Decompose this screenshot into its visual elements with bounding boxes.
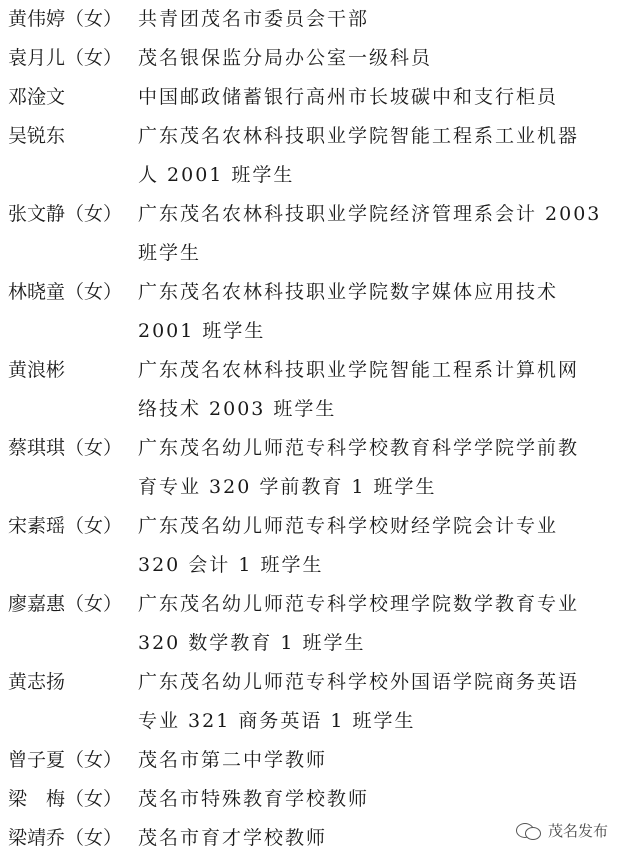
honoree-name: 廖嘉惠（女）	[8, 593, 123, 615]
honoree-affiliation: 广东茂名幼儿师范专科学校财经学院会计专业	[138, 515, 559, 537]
honoree-affiliation: 专业 321 商务英语 1 班学生	[138, 710, 416, 732]
list-item	[8, 585, 618, 663]
honoree-name: 黄志扬	[8, 671, 66, 693]
honoree-name: 蔡琪琪（女）	[8, 437, 123, 459]
honoree-name: 梁靖乔（女）	[8, 827, 123, 849]
honoree-affiliation: 320 数学教育 1 班学生	[138, 632, 366, 654]
honoree-affiliation: 人 2001 班学生	[138, 164, 295, 186]
list-item	[8, 780, 618, 819]
honoree-affiliation: 茂名银保监分局办公室一级科员	[138, 47, 433, 69]
honoree-name: 吴锐东	[8, 125, 66, 147]
list-item	[8, 0, 618, 39]
honoree-name: 张文静（女）	[8, 203, 123, 225]
honoree-affiliation: 广东茂名农林科技职业学院智能工程系计算机网	[138, 359, 580, 381]
watermark	[516, 820, 608, 841]
list-item	[8, 273, 618, 351]
honoree-affiliation: 广东茂名农林科技职业学院经济管理系会计 2003	[138, 203, 602, 225]
honoree-name: 林晓童（女）	[8, 281, 123, 303]
honoree-affiliation: 广东茂名农林科技职业学院智能工程系工业机器	[138, 125, 580, 147]
honoree-affiliation: 茂名市第二中学教师	[138, 749, 328, 771]
honoree-name: 黄伟婷（女）	[8, 8, 123, 30]
watermark-text: 茂名发布	[547, 822, 608, 840]
honoree-affiliation: 320 会计 1 班学生	[138, 554, 324, 576]
honoree-affiliation: 中国邮政储蓄银行高州市长坡碳中和支行柜员	[138, 86, 559, 108]
honoree-name: 邓淦文	[8, 86, 66, 108]
list-item	[8, 741, 618, 780]
list-item	[8, 507, 618, 585]
list-item	[8, 78, 618, 117]
list-item	[8, 429, 618, 507]
honoree-affiliation: 2001 班学生	[138, 320, 266, 342]
list-item	[8, 351, 618, 429]
honoree-affiliation: 共青团茂名市委员会干部	[138, 8, 370, 30]
honoree-name: 梁 梅（女）	[8, 788, 123, 810]
honoree-affiliation: 广东茂名幼儿师范专科学校教育科学学院学前教	[138, 437, 580, 459]
list-item	[8, 39, 618, 78]
honoree-name: 黄浪彬	[8, 359, 66, 381]
honoree-name: 曾子夏（女）	[8, 749, 123, 771]
honoree-affiliation: 广东茂名幼儿师范专科学校外国语学院商务英语	[138, 671, 580, 693]
honoree-affiliation: 班学生	[138, 242, 202, 264]
honoree-name: 宋素瑶（女）	[8, 515, 123, 537]
honoree-affiliation: 茂名市特殊教育学校教师	[138, 788, 370, 810]
list-item	[8, 663, 618, 741]
honoree-affiliation: 茂名市育才学校教师	[138, 827, 328, 849]
honoree-affiliation: 广东茂名幼儿师范专科学校理学院数学教育专业	[138, 593, 580, 615]
list-item	[8, 117, 618, 195]
wechat-icon	[516, 821, 542, 841]
honoree-affiliation: 广东茂名农林科技职业学院数字媒体应用技术	[138, 281, 559, 303]
list-item	[8, 195, 618, 273]
honoree-name: 袁月儿（女）	[8, 47, 123, 69]
honoree-affiliation: 络技术 2003 班学生	[138, 398, 337, 420]
honoree-affiliation: 育专业 320 学前教育 1 班学生	[138, 476, 437, 498]
